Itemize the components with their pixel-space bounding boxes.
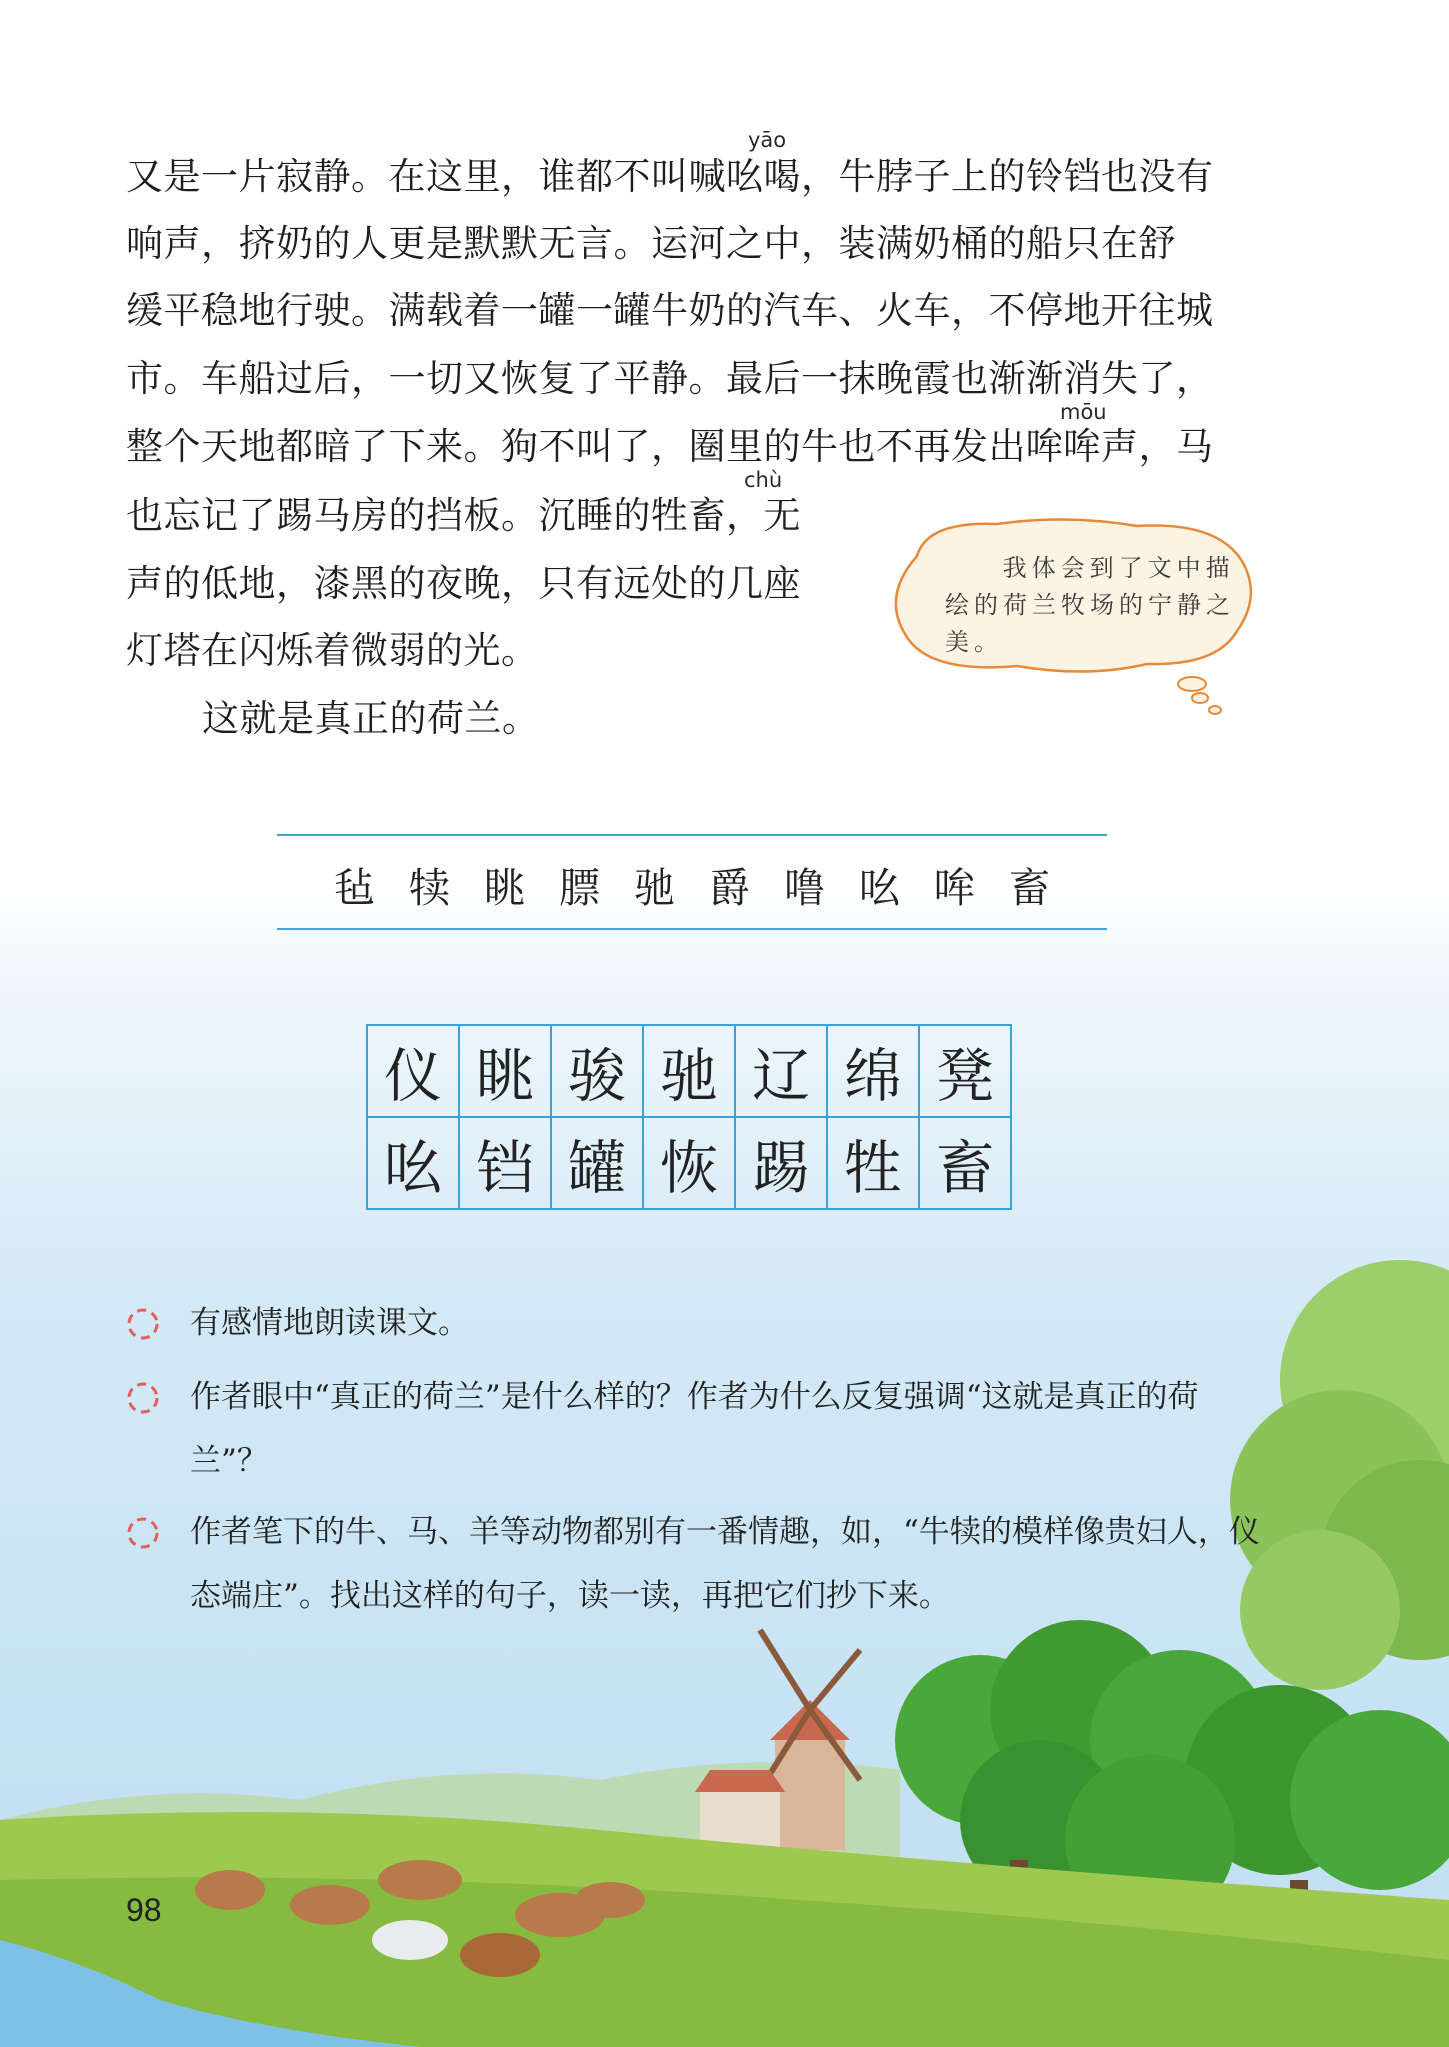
- passage-line: 整个天地都暗了下来。狗不叫了，圈里的牛也不再发出哞哞声，马: [126, 425, 1214, 468]
- dashed-circle-icon: [126, 1381, 160, 1415]
- vocab-char: 毡: [334, 864, 375, 912]
- passage-line: 灯塔在闪烁着微弱的光。: [126, 629, 539, 672]
- passage-line: 响声，挤奶的人更是默默无言。运河之中，装满奶桶的船只在舒: [126, 222, 1176, 265]
- passage-line: 这就是真正的荷兰。: [202, 697, 540, 740]
- passage-line: 市。车船过后，一切又恢复了平静。最后一抹晚霞也渐渐消失了，: [126, 357, 1214, 400]
- vocab-char: 爵: [709, 864, 750, 912]
- grid-row: [367, 1117, 1011, 1209]
- exercise-text: 有感情地朗读课文。: [190, 1305, 469, 1341]
- grid-cell: 畜: [919, 1117, 1011, 1209]
- dashed-circle-icon: [126, 1307, 160, 1341]
- exercise-2: [126, 1365, 1266, 1493]
- pinyin-yao: yāo: [748, 128, 787, 152]
- thought-bubble-text: 我体会到了文中描绘的荷兰牧场的宁静之美。: [945, 554, 1235, 656]
- grid-cell: 眺: [459, 1025, 551, 1117]
- vocab-bottom-rule: [277, 928, 1107, 930]
- passage-line: 也忘记了踢马房的挡板。沉睡的牲畜，无: [126, 494, 801, 537]
- grid-cell: 绵: [827, 1025, 919, 1117]
- thought-dots-icon: [1190, 690, 1230, 720]
- grid-cell: 辽: [735, 1025, 827, 1117]
- writing-grid: [366, 1024, 1012, 1210]
- vocab-char: 犊: [409, 864, 450, 912]
- page-number: 98: [126, 1892, 162, 1928]
- passage-line: 又是一片寂静。在这里，谁都不叫喊吆喝，牛脖子上的铃铛也没有: [126, 155, 1214, 198]
- passage-line: 缓平稳地行驶。满载着一罐一罐牛奶的汽车、火车，不停地开往城: [126, 289, 1214, 332]
- grid-cell: 骏: [551, 1025, 643, 1117]
- dashed-circle-icon: [126, 1516, 160, 1550]
- vocab-char: 哞: [934, 864, 975, 912]
- vocab-char: 吆: [859, 864, 900, 912]
- vocab-characters: [277, 855, 1107, 915]
- exercise-text: 作者眼中“真正的荷兰”是什么样的？作者为什么反复强调“这就是真正的荷兰”？: [190, 1379, 1199, 1479]
- pinyin-chu: chù: [744, 468, 783, 492]
- vocab-char: 眺: [484, 864, 525, 912]
- grid-cell: 恢: [643, 1117, 735, 1209]
- windmill-icon: [695, 1630, 860, 1850]
- grid-cell: 驰: [643, 1025, 735, 1117]
- exercise-3: [126, 1500, 1266, 1628]
- pinyin-mou: mōu: [1060, 400, 1107, 424]
- grid-cell: 铛: [459, 1117, 551, 1209]
- grid-cell: 罐: [551, 1117, 643, 1209]
- grid-cell: 牲: [827, 1117, 919, 1209]
- grid-cell: 凳: [919, 1025, 1011, 1117]
- passage-line: 声的低地，漆黑的夜晚，只有远处的几座: [126, 562, 801, 605]
- vocab-char: 膘: [559, 864, 600, 912]
- vocab-char: 畜: [1009, 864, 1050, 912]
- grid-row: [367, 1025, 1011, 1117]
- grid-cell: 踢: [735, 1117, 827, 1209]
- grid-cell: 吆: [367, 1117, 459, 1209]
- vocab-top-rule: [277, 834, 1107, 836]
- exercise-1: [126, 1291, 1266, 1355]
- vocab-char: 噜: [784, 864, 825, 912]
- vocab-char: 驰: [634, 864, 675, 912]
- exercise-text: 作者笔下的牛、马、羊等动物都别有一番情趣，如，“牛犊的模样像贵妇人，仪态端庄”。找出这样的句子，读一读，再把它们抄下来。: [190, 1514, 1260, 1614]
- grid-cell: 仪: [367, 1025, 459, 1117]
